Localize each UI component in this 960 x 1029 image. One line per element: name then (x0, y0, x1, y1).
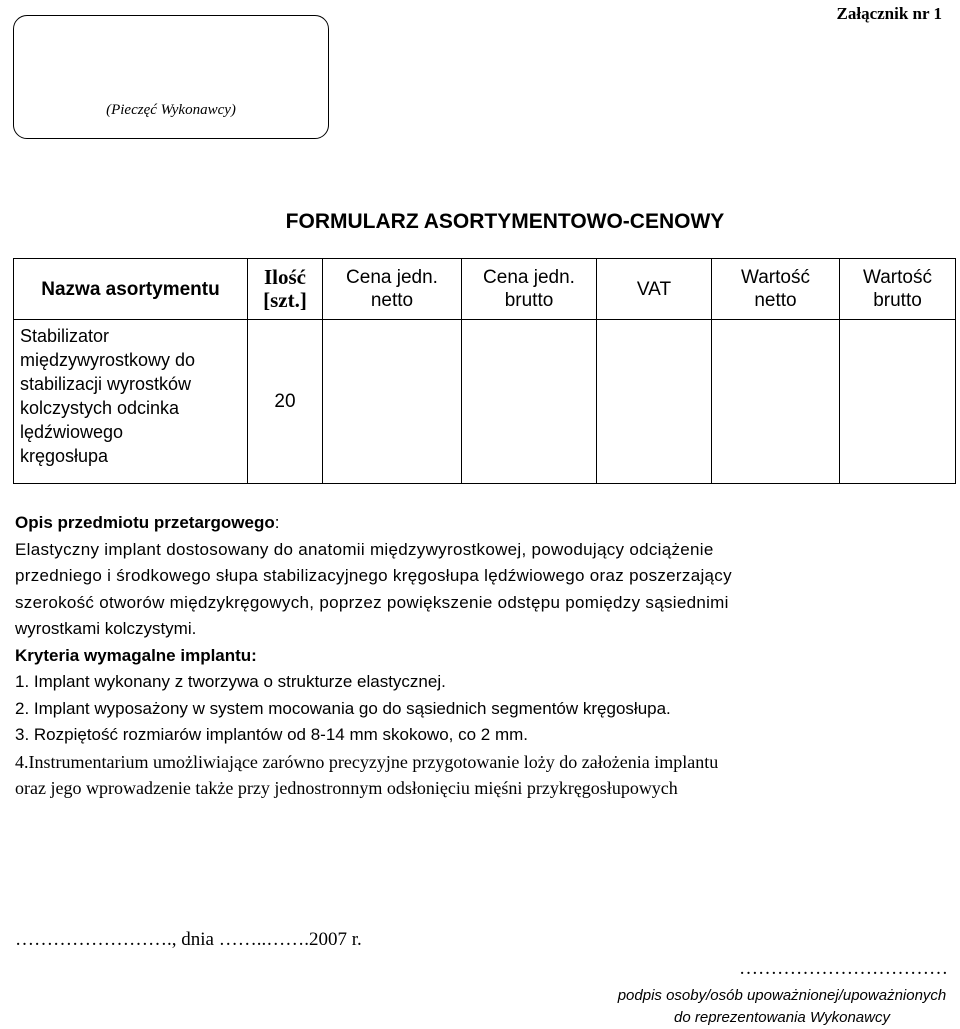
header-name: Nazwa asortymentu (14, 259, 248, 320)
header-unit-gross (462, 259, 597, 320)
signature-line: …………………………… (739, 958, 948, 979)
header-quantity-line1: Ilość (264, 265, 306, 289)
product-name-line: międzywyrostkowy do (20, 350, 196, 370)
stamp-box (13, 15, 329, 139)
header-unit-net-line2: netto (370, 290, 414, 311)
header-quantity (248, 259, 323, 320)
description-heading-text: Opis przedmiotu przetargowego (15, 513, 275, 532)
date-line: ……………………., dnia ……..…….2007 r. (15, 929, 362, 950)
criteria-item: 2. Implant wyposażony w system mocowania go do sąsiednich segmentów kręgosłupa. (15, 698, 671, 718)
criteria-item: oraz jego wprowadzenie także przy jednostronnym odsłonięciu mięśni przykręgosłupowych (15, 778, 678, 798)
criteria-item: 1. Implant wykonany z tworzywa o strukturze elastycznej. (15, 672, 446, 691)
product-name-cell (14, 320, 248, 484)
header-value-gross (840, 259, 956, 320)
product-name-line: kolczystych odcinka (20, 398, 180, 418)
header-vat: VAT (597, 259, 712, 320)
header-value-gross-line1: Wartość (863, 267, 932, 288)
description-heading-colon: : (274, 513, 280, 532)
annex-label: Załącznik nr 1 (836, 4, 942, 23)
vat-cell[interactable] (597, 320, 712, 484)
header-unit-net (323, 259, 462, 320)
product-name-line: kręgosłupa (20, 446, 109, 466)
header-value-net (712, 259, 840, 320)
description-heading (15, 510, 955, 537)
value-net-cell[interactable] (712, 320, 840, 484)
quantity-cell: 20 (248, 320, 323, 484)
criteria-item: 3. Rozpiętość rozmiarów implantów od 8-14 mm skokowo, co 2 mm. (15, 725, 529, 744)
specification-text (15, 510, 955, 802)
product-name-line: lędźwiowego (20, 422, 124, 442)
table-row (14, 320, 956, 484)
header-unit-gross-line2: brutto (504, 290, 554, 311)
header-quantity-line2: [szt.] (263, 288, 307, 312)
price-table (13, 258, 956, 484)
description-line: szerokość otworów międzykręgowych, poprzez powiększenie odstępu pomiędzy sąsiednimi (15, 592, 729, 612)
unit-gross-cell[interactable] (462, 320, 597, 484)
product-name-line: Stabilizator (20, 326, 110, 346)
form-title: FORMULARZ ASORTYMENTOWO-CENOWY (285, 210, 725, 233)
description-line: Elastyczny implant dostosowany do anatomii międzywyrostkowej, powodujący odciążenie (15, 539, 714, 559)
product-name-line: stabilizacji wyrostków (20, 374, 192, 394)
signature-caption-line1: podpis osoby/osób upoważnionej/upoważnionych (617, 987, 947, 1004)
table-header-row (14, 259, 956, 320)
header-value-gross-line2: brutto (873, 290, 922, 311)
signature-caption-line2: do reprezentowania Wykonawcy (674, 1009, 890, 1026)
header-unit-gross-line1: Cena jedn. (483, 267, 575, 288)
header-unit-net-line1: Cena jedn. (346, 267, 438, 288)
header-value-net-line1: Wartość (741, 267, 810, 288)
signature-caption (612, 985, 952, 1029)
description-line: przedniego i środkowego słupa stabilizacyjnego kręgosłupa lędźwiowego oraz poszerzający (15, 566, 732, 585)
stamp-caption: (Pieczęć Wykonawcy) (106, 102, 236, 118)
value-gross-cell[interactable] (840, 320, 956, 484)
description-line: wyrostkami kolczystymi. (15, 619, 197, 638)
unit-net-cell[interactable] (323, 320, 462, 484)
criteria-heading: Kryteria wymagalne implantu: (15, 645, 257, 665)
header-value-net-line2: netto (754, 290, 797, 311)
criteria-item: 4.Instrumentarium umożliwiające zarówno precyzyjne przygotowanie loży do założenia implantu (15, 751, 719, 772)
